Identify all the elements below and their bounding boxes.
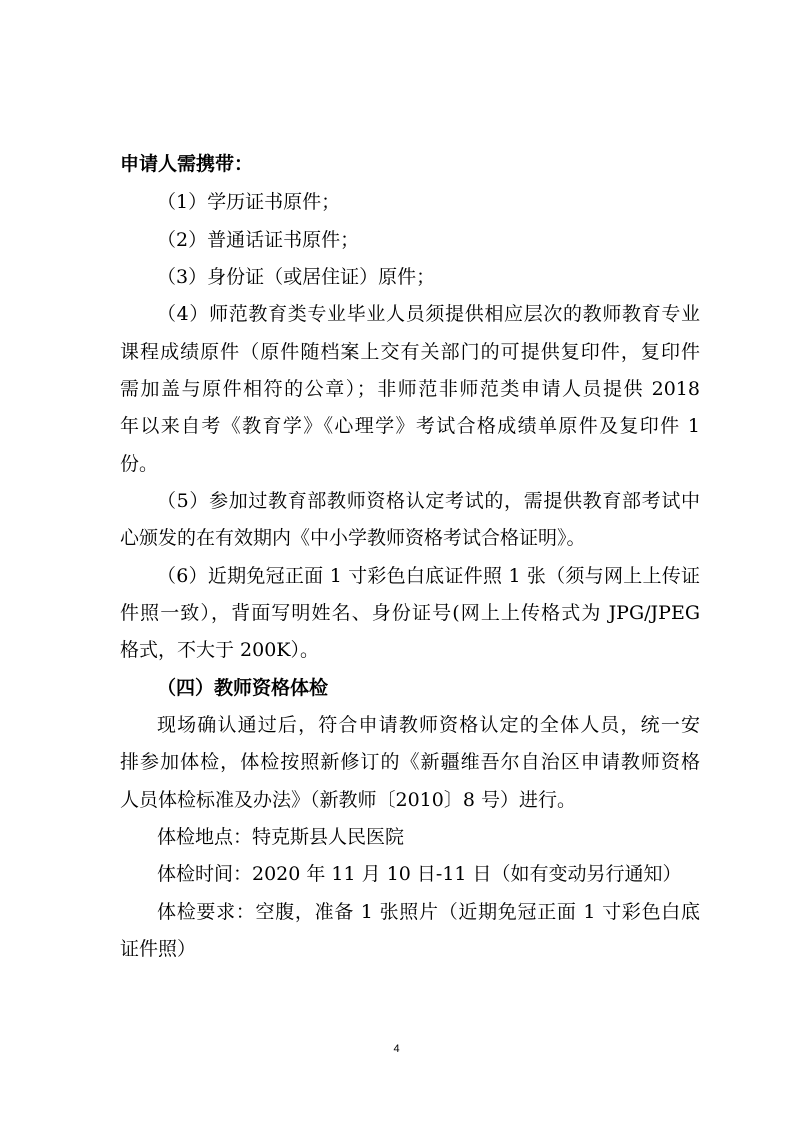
item5-line-1: （5）参加过教育部教师资格认定考试的，需提供教育部考试中 [157,490,700,512]
item4-line-5: 份。 [120,453,159,475]
item6-line-2: 件照一致），背面写明姓名、身份证号(网上上传格式为 JPG/JPEG [120,602,700,624]
item4-line-2: 课程成绩原件（原件随档案上交有关部门的可提供复印件，复印件 [120,341,700,363]
exam-time: 体检时间：2020 年 11 月 10 日-11 日（如有变动另行通知） [157,863,682,885]
section4-line-1: 现场确认通过后，符合申请教师资格认定的全体人员，统一安 [157,714,700,736]
page-number: 4 [393,1043,400,1055]
exam-requirements-line-2: 证件照） [120,938,197,960]
carry-item-2: （2）普通话证书原件； [157,229,360,251]
exam-location: 体检地点：特克斯县人民医院 [157,826,405,848]
section4-heading: （四）教师资格体检 [157,677,329,699]
carry-item-3: （3）身份证（或居住证）原件； [157,266,436,288]
item5-line-2: 心颁发的在有效期内《中小学教师资格考试合格证明》。 [120,527,586,549]
item6-line-1: （6）近期免冠正面 1 寸彩色白底证件照 1 张（须与网上上传证 [157,565,700,587]
item4-line-3: 需加盖与原件相符的公章）；非师范非师范类申请人员提供 2018 [120,378,700,400]
item4-line-1: （4）师范教育类专业毕业人员须提供相应层次的教师教育专业 [157,303,700,325]
section4-line-2: 排参加体检，体检按照新修订的《新疆维吾尔自治区申请教师资格 [120,751,700,773]
item6-line-3: 格式，不大于 200K）。 [120,639,319,661]
item4-line-4: 年以来自考《教育学》《心理学》考试合格成绩单原件及复印件 1 [120,415,700,437]
carry-heading: 申请人需携带： [120,153,254,175]
carry-item-1: （1）学历证书原件； [157,191,341,213]
exam-requirements-line-1: 体检要求：空腹，准备 1 张照片（近期免冠正面 1 寸彩色白底 [157,901,700,923]
section4-line-3: 人员体检标准及办法》（新教师〔2010〕8 号）进行。 [120,789,576,811]
